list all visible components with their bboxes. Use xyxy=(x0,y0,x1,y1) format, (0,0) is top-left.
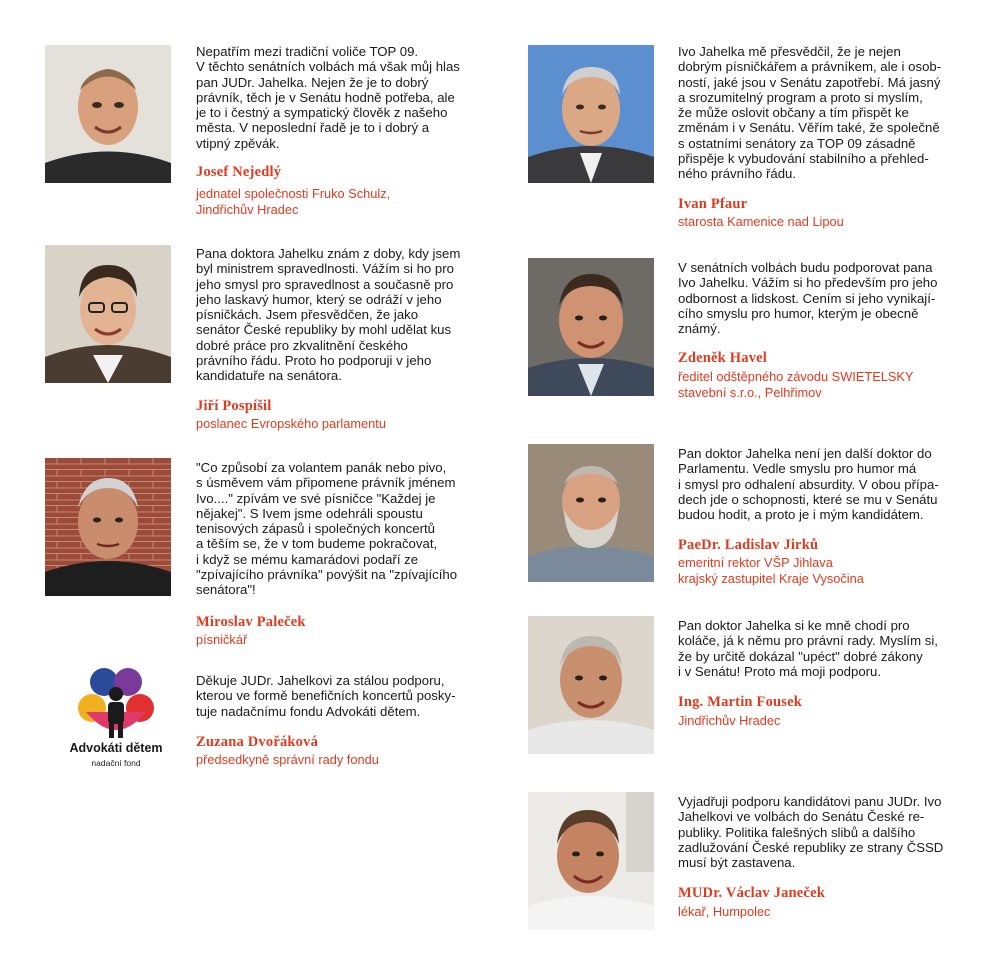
quote-havel: V senátních volbách budu podporovat pana Ivo Jahelku. Vážím si ho především pro jeho odbornost a lidskost. Cením si jeho vynikají- cího smyslu pro humor, kterým je obecně známý. xyxy=(678,260,938,337)
portrait-illustration xyxy=(528,45,654,183)
quote-palecek: "Co způsobí za volantem panák nebo pivo, s úsměvem vám připomene právník jménem Ivo...." zpívám ve své písničce "Každej je nějakej". S Ivem jsme odehráli spoustu tenisových zápasů i společných koncertů a těším se, že v tom budeme pokračovat, i když se mému kamarádovi podaří ze "zpívajícího právníka" povýšit na "zpívajícího senátora"! xyxy=(196,460,458,598)
logo-subtitle: nadační fond xyxy=(91,758,141,768)
role-pfaur: starosta Kamenice nad Lipou xyxy=(678,214,844,229)
portrait-illustration xyxy=(528,792,654,930)
portrait-illustration xyxy=(45,245,171,383)
name-palecek: Miroslav Paleček xyxy=(196,614,306,630)
role-pospisil: poslanec Evropského parlamentu xyxy=(196,416,386,431)
logo-title: Advokáti dětem xyxy=(69,741,163,755)
name-jirku: PaeDr. Ladislav Jirků xyxy=(678,537,819,553)
name-havel: Zdeněk Havel xyxy=(678,350,768,366)
portrait-photo-nejedly xyxy=(45,45,171,183)
portrait-illustration xyxy=(45,45,171,183)
portrait-illustration xyxy=(528,616,654,754)
role-dvorakova: předsedkyně správní rady fondu xyxy=(196,752,379,767)
portrait-photo-pfaur xyxy=(528,45,654,183)
quote-nejedly: Nepatřím mezi tradiční voliče TOP 09. V těchto senátních volbách má však můj hlas pan JUDr. Jahelka. Nejen že je to dobrý právník, těch je v Senátu hodně potřeba, ale je to i čestný a sympatický člověk z našeho města. V neposlední řadě je to i dobrý a vtipný zpěvák. xyxy=(196,44,460,151)
portrait-photo-havel xyxy=(528,258,654,396)
name-dvorakova: Zuzana Dvořáková xyxy=(196,734,319,750)
quote-dvorakova: Děkuje JUDr. Jahelkovi za stálou podporu, kterou ve formě benefičních koncertů posky- tuje nadačnímu fondu Advokáti dětem. xyxy=(196,673,456,719)
portrait-photo-palecek xyxy=(45,458,171,596)
portrait-photo-pospisil xyxy=(45,245,171,383)
quote-fousek: Pan doktor Jahelka si ke mně chodí pro koláče, já k němu pro právní rady. Myslím si, že by určitě dokázal "upéct" dobré zákony i v Senátu! Proto má moji podporu. xyxy=(678,618,938,679)
name-pospisil: Jiří Pospíšil xyxy=(196,398,272,414)
role-fousek: Jindřichův Hradec xyxy=(678,713,781,728)
quote-janecek: Vyjadřuji podporu kandidátovi panu JUDr. Ivo Jahelkovi ve volbách do Senátu České re- publiky. Politika falešných slibů a dalšího zadlužování České republiky ze strany ČSSD musí být zastavena. xyxy=(678,794,944,871)
name-fousek: Ing. Martin Fousek xyxy=(678,694,803,710)
portrait-photo-janecek xyxy=(528,792,654,930)
advokati-detem-logo xyxy=(56,668,176,778)
quote-pfaur: Ivo Jahelka mě přesvědčil, že je nejen dobrým písničkářem a právníkem, ale i osob- ností, jaké jsou v Senátu zapotřebí. Má jasný a srozumitelný program a proto si myslím, že může oslovit občany a tím přispět ke změnám i v Senátu. Věřím také, že společně s ostatními senátory za TOP 09 zásadně přispěje k vybudování stabilního a přehled- ného právního řádu. xyxy=(678,44,942,182)
name-nejedly: Josef Nejedlý xyxy=(196,164,282,180)
role-janecek: lékař, Humpolec xyxy=(678,904,771,919)
name-pfaur: Ivan Pfaur xyxy=(678,196,748,212)
role-jirku: emeritní rektor VŠP Jihlava krajský zastupitel Kraje Vysočina xyxy=(678,555,864,586)
role-nejedly: jednatel společnosti Fruko Schulz, Jindřichův Hradec xyxy=(196,186,391,217)
portrait-photo-jirku xyxy=(528,444,654,582)
role-havel: ředitel odštěpného závodu SWIETELSKY stavební s.r.o., Pelhřimov xyxy=(678,369,914,400)
portrait-photo-fousek xyxy=(528,616,654,754)
role-palecek: písničkář xyxy=(196,632,248,647)
portrait-illustration xyxy=(528,258,654,396)
portrait-illustration xyxy=(45,458,171,596)
quote-pospisil: Pana doktora Jahelku znám z doby, kdy jsem byl ministrem spravedlnosti. Vážím si ho pro jeho smysl pro spravedlnost a současně pro jeho laskavý humor, který se odráží v jeho písničkách. Jsem přesvědčen, že jako senátor České republiky by mohl udělat kus dobré práce pro zkvalitnění českého právního řádu. Proto ho podporuji v jeho kandidatuře na senátora. xyxy=(196,246,461,384)
name-janecek: MUDr. Václav Janeček xyxy=(678,885,825,901)
children-hearts-logo-icon xyxy=(56,668,176,740)
portrait-illustration xyxy=(528,444,654,582)
quote-jirku: Pan doktor Jahelka není jen další doktor do Parlamentu. Vedle smyslu pro humor má i smysl pro odhalení absurdity. V obou přípa- dech jde o schopnosti, které se mu v Senátu budou hodit, a proto je i mým kandidátem. xyxy=(678,446,939,523)
